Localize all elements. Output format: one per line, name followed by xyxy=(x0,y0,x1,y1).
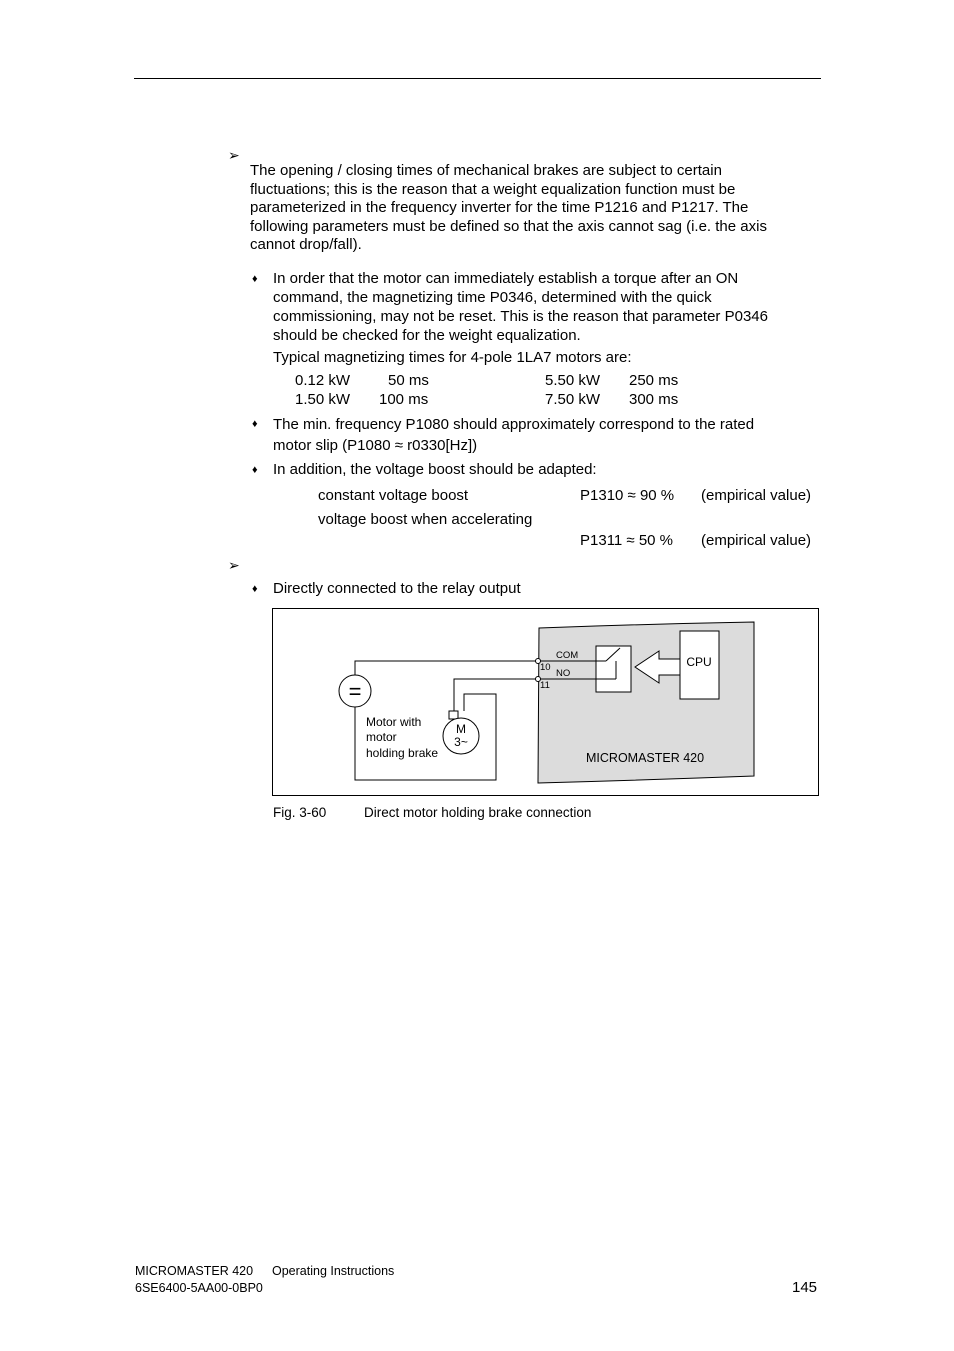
paragraph-line: parameterized in the frequency inverter for the time P1216 and P1217. The xyxy=(250,199,749,216)
bullet-voltage-boost-text: In addition, the voltage boost should be adapted: xyxy=(273,461,597,478)
boost-label: constant voltage boost xyxy=(318,487,469,504)
boost-note: (empirical value) xyxy=(701,532,812,549)
section-arrow-icon: ➢ xyxy=(228,557,240,573)
paragraph-line: fluctuations; this is the reason that a weight equalization function must be xyxy=(250,180,736,198)
figure-number: Fig. 3-60 xyxy=(273,805,327,820)
footer-doc-type: Operating Instructions xyxy=(272,1264,395,1278)
terminal-11-label: 11 xyxy=(540,680,550,691)
wiring-diagram xyxy=(273,609,818,795)
motor-symbol-m: M xyxy=(456,722,466,736)
time-value: 250 ms xyxy=(629,372,679,389)
bullet-icon: ♦ xyxy=(252,273,258,285)
header-rule xyxy=(134,78,821,79)
bullet-line: In order that the motor can immediately establish a torque after an ON xyxy=(273,270,739,287)
paragraph-line: following parameters must be defined so that the axis cannot sag (i.e. the axis xyxy=(250,217,767,235)
paragraph-line: The opening / closing times of mechanical brakes are subject to certain xyxy=(250,162,722,179)
motor-label-line: holding brake xyxy=(366,746,439,760)
device-label: MICROMASTER 420 xyxy=(586,751,705,765)
power-value: 7.50 kW xyxy=(545,391,601,408)
bullet-relay-output-text: Directly connected to the relay output xyxy=(273,580,521,597)
time-value: 100 ms xyxy=(379,391,429,408)
bullet-icon: ♦ xyxy=(252,583,258,595)
bullet-line: commissioning, may not be reset. This is the reason that parameter P0346 xyxy=(273,308,768,325)
power-value: 5.50 kW xyxy=(545,372,601,389)
brake-terminal xyxy=(449,711,458,719)
cpu-label: CPU xyxy=(686,655,712,669)
relay-box xyxy=(596,646,631,692)
power-value: 0.12 kW xyxy=(295,372,351,389)
bullet-line: The min. frequency P1080 should approximately correspond to the rated xyxy=(273,416,755,433)
motor-symbol-phase: 3~ xyxy=(454,735,468,749)
time-value: 50 ms xyxy=(388,372,429,389)
terminal-10-label: 10 xyxy=(540,662,551,673)
page-number: 145 xyxy=(792,1279,818,1296)
boost-label: voltage boost when accelerating xyxy=(318,511,533,528)
paragraph-line: cannot drop/fall). xyxy=(250,236,362,253)
bullet-min-frequency-text xyxy=(273,414,754,456)
motor-label-line: motor xyxy=(366,730,397,744)
wiring-diagram-frame xyxy=(272,608,819,796)
bullet-icon: ♦ xyxy=(252,464,258,476)
figure-caption: Direct motor holding brake connection xyxy=(364,805,592,820)
section-arrow-icon: ➢ xyxy=(228,147,240,163)
bullet-line: command, the magnetizing time P0346, determined with the quick xyxy=(273,289,712,306)
bullet-line: motor slip (P1080 ≈ r0330[Hz]) xyxy=(273,437,478,454)
time-value: 300 ms xyxy=(629,391,679,408)
bullet-magnetizing-text xyxy=(273,269,768,345)
bullet-line: should be checked for the weight equalization. xyxy=(273,327,581,344)
intro-paragraph xyxy=(250,162,820,255)
boost-note: (empirical value) xyxy=(701,487,812,504)
power-value: 1.50 kW xyxy=(295,391,351,408)
footer-product: MICROMASTER 420 xyxy=(135,1264,254,1278)
no-label: NO xyxy=(556,668,571,679)
boost-param: P1310 ≈ 90 % xyxy=(580,487,675,504)
footer-order-number: 6SE6400-5AA00-0BP0 xyxy=(135,1281,263,1295)
typical-times-text: Typical magnetizing times for 4-pole 1LA7 motors are: xyxy=(273,349,632,366)
com-label: COM xyxy=(556,650,579,661)
motor-label-line: Motor with xyxy=(366,715,422,729)
boost-param: P1311 ≈ 50 % xyxy=(580,532,674,549)
wire-com xyxy=(355,661,538,677)
power-supply-label: = xyxy=(348,679,362,704)
bullet-icon: ♦ xyxy=(252,418,258,430)
